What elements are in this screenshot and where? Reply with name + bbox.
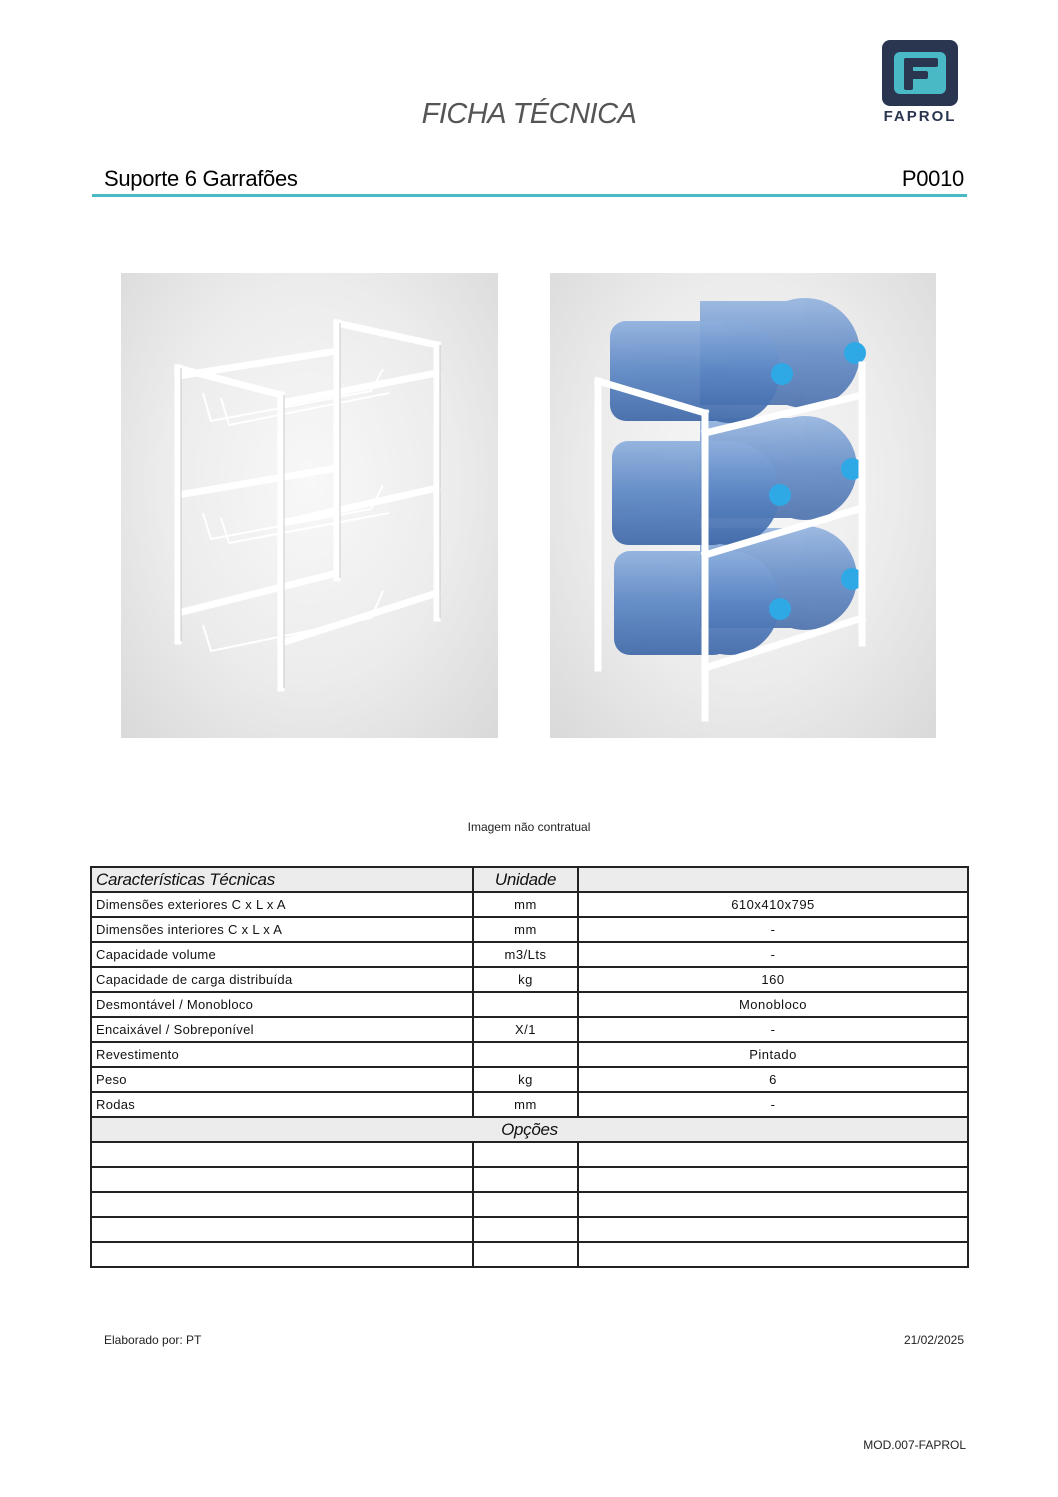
table-row [91,892,968,917]
spec-unit: m3/Lts [473,942,578,967]
spec-value: - [578,942,968,967]
spec-unit: mm [473,892,578,917]
table-row [91,1017,968,1042]
options-header-row [91,1117,968,1142]
header-characteristics: Características Técnicas [91,867,473,892]
spec-value: - [578,1017,968,1042]
table-row [91,992,968,1017]
document-title: FICHA TÉCNICA [421,98,637,130]
spec-label: Encaixável / Sobreponível [91,1017,473,1042]
spec-value: Monobloco [578,992,968,1017]
option-label [91,1142,473,1167]
spec-value: 6 [578,1067,968,1092]
table-row [91,942,968,967]
option-row [91,1192,968,1217]
spec-value: Pintado [578,1042,968,1067]
option-value [578,1167,968,1192]
option-unit [473,1192,578,1217]
spec-value: - [578,1092,968,1117]
option-label [91,1217,473,1242]
table-row [91,917,968,942]
empty-rack-photo [121,273,498,738]
table-row [91,967,968,992]
spec-unit: kg [473,967,578,992]
option-unit [473,1142,578,1167]
spec-value: - [578,917,968,942]
spec-unit [473,1042,578,1067]
spec-unit: mm [473,1092,578,1117]
product-code: P0010 [901,166,964,191]
technical-specs-table [90,866,969,1268]
spec-label: Rodas [91,1092,473,1117]
spec-unit: mm [473,917,578,942]
logo-wordmark: FAPROL [883,108,957,125]
option-label [91,1242,473,1267]
spec-unit [473,992,578,1017]
option-unit [473,1242,578,1267]
spec-label: Dimensões exteriores C x L x A [91,892,473,917]
spec-unit: X/1 [473,1017,578,1042]
spec-value: 610x410x795 [578,892,968,917]
title-divider [92,194,967,197]
option-value [578,1242,968,1267]
option-label [91,1192,473,1217]
product-name: Suporte 6 Garrafões [104,166,298,191]
table-header-row [91,867,968,892]
option-row [91,1217,968,1242]
option-unit [473,1167,578,1192]
image-disclaimer: Imagem não contratual [467,820,591,834]
spec-label: Revestimento [91,1042,473,1067]
table-row [91,1092,968,1117]
rack-with-bottles-photo [550,273,936,738]
option-unit [473,1217,578,1242]
header-value [578,867,968,892]
spec-label: Peso [91,1067,473,1092]
form-code: MOD.007-FAPROL [863,1438,966,1452]
prepared-by: Elaborado por: PT [104,1333,202,1347]
spec-value: 160 [578,967,968,992]
option-value [578,1217,968,1242]
option-value [578,1192,968,1217]
option-label [91,1167,473,1192]
spec-unit: kg [473,1067,578,1092]
option-row [91,1242,968,1267]
spec-label: Capacidade volume [91,942,473,967]
option-row [91,1167,968,1192]
option-row [91,1142,968,1167]
header-unit: Unidade [473,867,578,892]
document-date: 21/02/2025 [903,1333,964,1347]
table-row [91,1067,968,1092]
table-row [91,1042,968,1067]
spec-label: Capacidade de carga distribuída [91,967,473,992]
spec-label: Dimensões interiores C x L x A [91,917,473,942]
options-header: Opções [91,1117,968,1142]
spec-label: Desmontável / Monobloco [91,992,473,1017]
option-value [578,1142,968,1167]
